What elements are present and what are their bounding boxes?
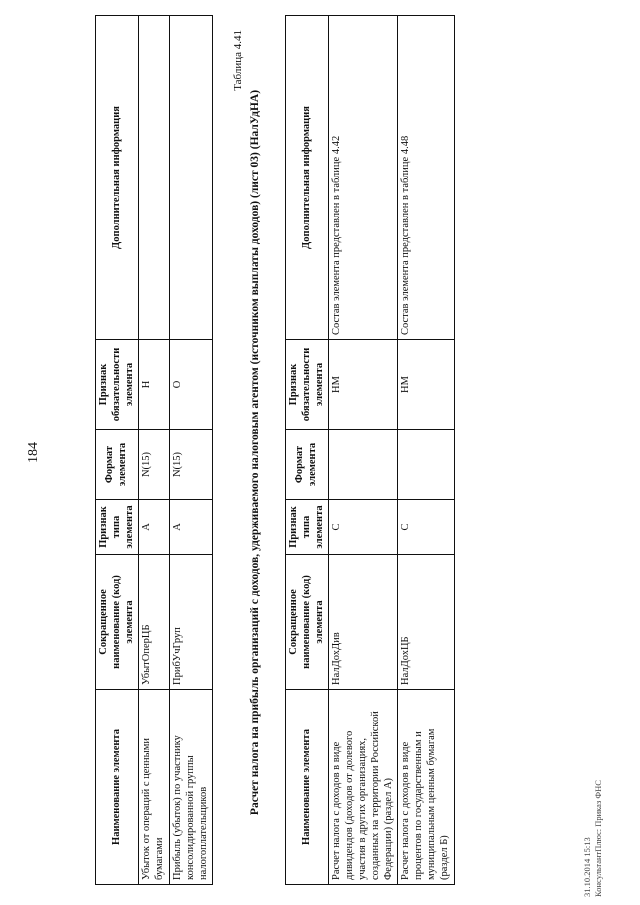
cell-required: Н xyxy=(139,340,170,430)
cell-info xyxy=(139,16,170,340)
cell-name: Убыток от операций с ценными бумагами xyxy=(139,690,170,885)
footer xyxy=(582,780,604,897)
cell-name: Расчет налога с доходов в виде дивидендов (доходов от долевого участия в других организациях, созданных на территории Российской Федерации) (раздел А) xyxy=(329,690,398,885)
cell-code: ПрибУчГруп xyxy=(169,555,212,690)
cell-type: С xyxy=(398,500,454,555)
table-header-row xyxy=(96,16,139,885)
footer-line-1: 31.10.2014 15:13 xyxy=(582,837,592,897)
cell-info: Состав элемента представлен в таблице 4.48 xyxy=(398,16,454,340)
col-header-format: Формат элемента xyxy=(286,430,329,500)
col-header-code: Сокращенное наименование (код) элемента xyxy=(286,555,329,690)
col-header-format: Формат элемента xyxy=(96,430,139,500)
footer-line-2: КонсультантПлюс: Приказ ФНС xyxy=(593,780,604,897)
page-number: 184 xyxy=(26,442,41,463)
table-row xyxy=(329,16,398,885)
table-row xyxy=(169,16,212,885)
cell-code: УбытОперЦБ xyxy=(139,555,170,690)
cell-info: Состав элемента представлен в таблице 4.42 xyxy=(329,16,398,340)
cell-format: N(15) xyxy=(139,430,170,500)
col-header-required: Признак обязательности элемента xyxy=(96,340,139,430)
table-elements-2 xyxy=(285,15,455,885)
cell-type: С xyxy=(329,500,398,555)
cell-required: НМ xyxy=(398,340,454,430)
cell-required: О xyxy=(169,340,212,430)
cell-required: НМ xyxy=(329,340,398,430)
cell-info xyxy=(169,16,212,340)
col-header-code: Сокращенное наименование (код) элемента xyxy=(96,555,139,690)
table-caption: Таблица 4.41 xyxy=(232,30,244,91)
col-header-info: Дополнительная информация xyxy=(96,16,139,340)
cell-code: НалДохЦБ xyxy=(398,555,454,690)
col-header-type: Признак типа элемента xyxy=(286,500,329,555)
col-header-type: Признак типа элемента xyxy=(96,500,139,555)
table-row xyxy=(139,16,170,885)
col-header-info: Дополнительная информация xyxy=(286,16,329,340)
cell-format: N(15) xyxy=(169,430,212,500)
cell-code: НалДохДив xyxy=(329,555,398,690)
cell-name: Расчет налога с доходов в виде процентов по государственным и муниципальным ценным бумагам (раздел Б) xyxy=(398,690,454,885)
table-elements-1 xyxy=(95,15,213,885)
col-header-name: Наименование элемента xyxy=(286,690,329,885)
cell-format xyxy=(329,430,398,500)
table-title: Расчет налога на прибыль организаций с доходов, удерживаемого налоговым агентом (источником выплаты доходов) (лист 03) (НалУдНА) xyxy=(249,89,261,816)
cell-format xyxy=(398,430,454,500)
table-row xyxy=(398,16,454,885)
cell-name: Прибыль (убыток) по участнику консолидированной группы налогоплательщиков xyxy=(169,690,212,885)
cell-type: А xyxy=(169,500,212,555)
table-header-row xyxy=(286,16,329,885)
col-header-required: Признак обязательности элемента xyxy=(286,340,329,430)
cell-type: А xyxy=(139,500,170,555)
col-header-name: Наименование элемента xyxy=(96,690,139,885)
